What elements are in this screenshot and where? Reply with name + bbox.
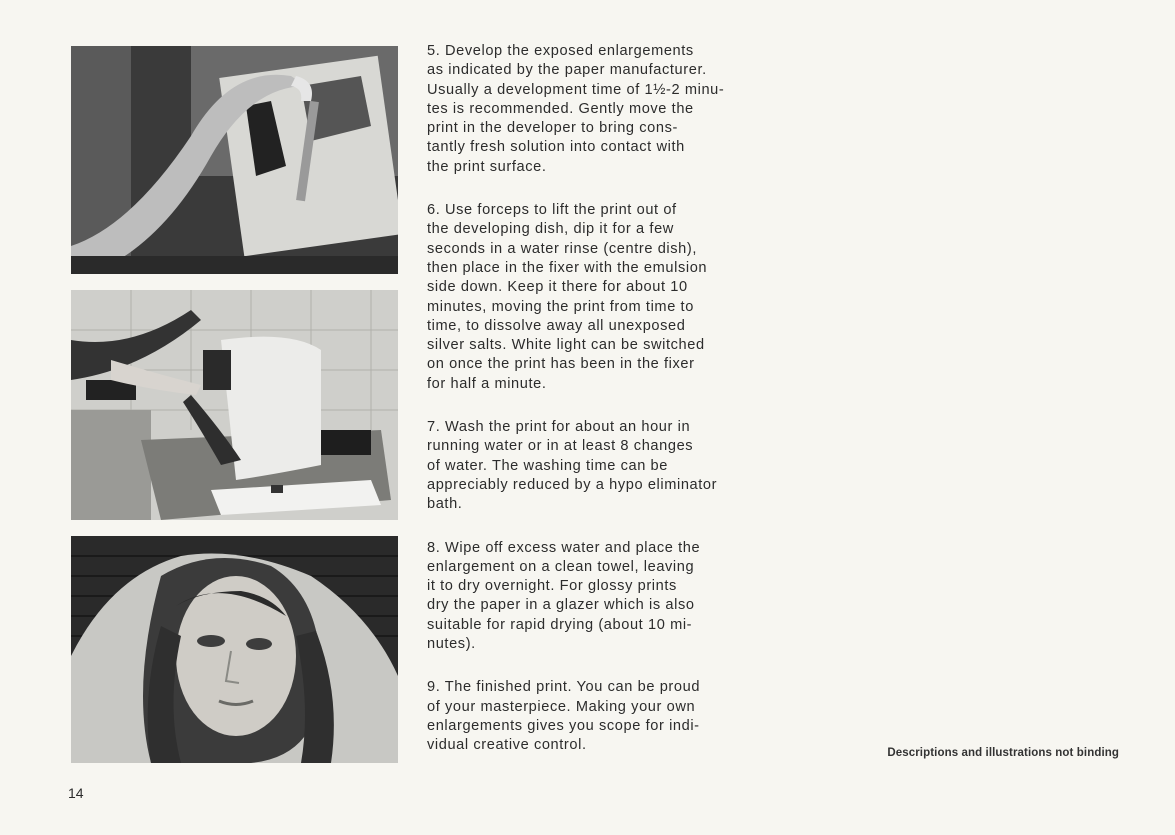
photo-finished-portrait	[71, 536, 398, 763]
photo-washing-print	[71, 46, 398, 274]
step-9: 9. The finished print. You can be proud of your masterpiece. Making your own enlargements gives you scope for indi- vidual creative control.	[427, 679, 701, 754]
disclaimer-note: Descriptions and illustrations not binding	[887, 747, 1119, 759]
photo-print-glazer	[71, 290, 398, 520]
instruction-steps	[427, 42, 767, 756]
step-8: 8. Wipe off excess water and place the enlargement on a clean towel, leaving it to dry overnight. For glossy prints dry the paper in a glazer which is also suitable for rapid drying (about 10 mi- nutes).	[427, 539, 701, 653]
step-5: 5. Develop the exposed enlargements as indicated by the paper manufacturer. Usually a development time of 1½-2 minu- tes is recommended. Gently move the print in the developer to bring cons- tantly fresh solution into contact with the print surface.	[427, 43, 725, 175]
step-7: 7. Wash the print for about an hour in running water or in at least 8 changes of water. The washing time can be appreciably reduced by a hypo eliminator bath.	[427, 419, 718, 513]
step-6: 6. Use forceps to lift the print out of the developing dish, dip it for a few seconds in a water rinse (centre dish), then place in the fixer with the emulsion side down. Keep it there for about 10 minutes, moving the print from time to time, to dissolve away all unexposed silver salts. White light can be switched on once the print has been in the fixer for half a minute.	[427, 202, 708, 392]
page-number: 14	[68, 785, 84, 801]
